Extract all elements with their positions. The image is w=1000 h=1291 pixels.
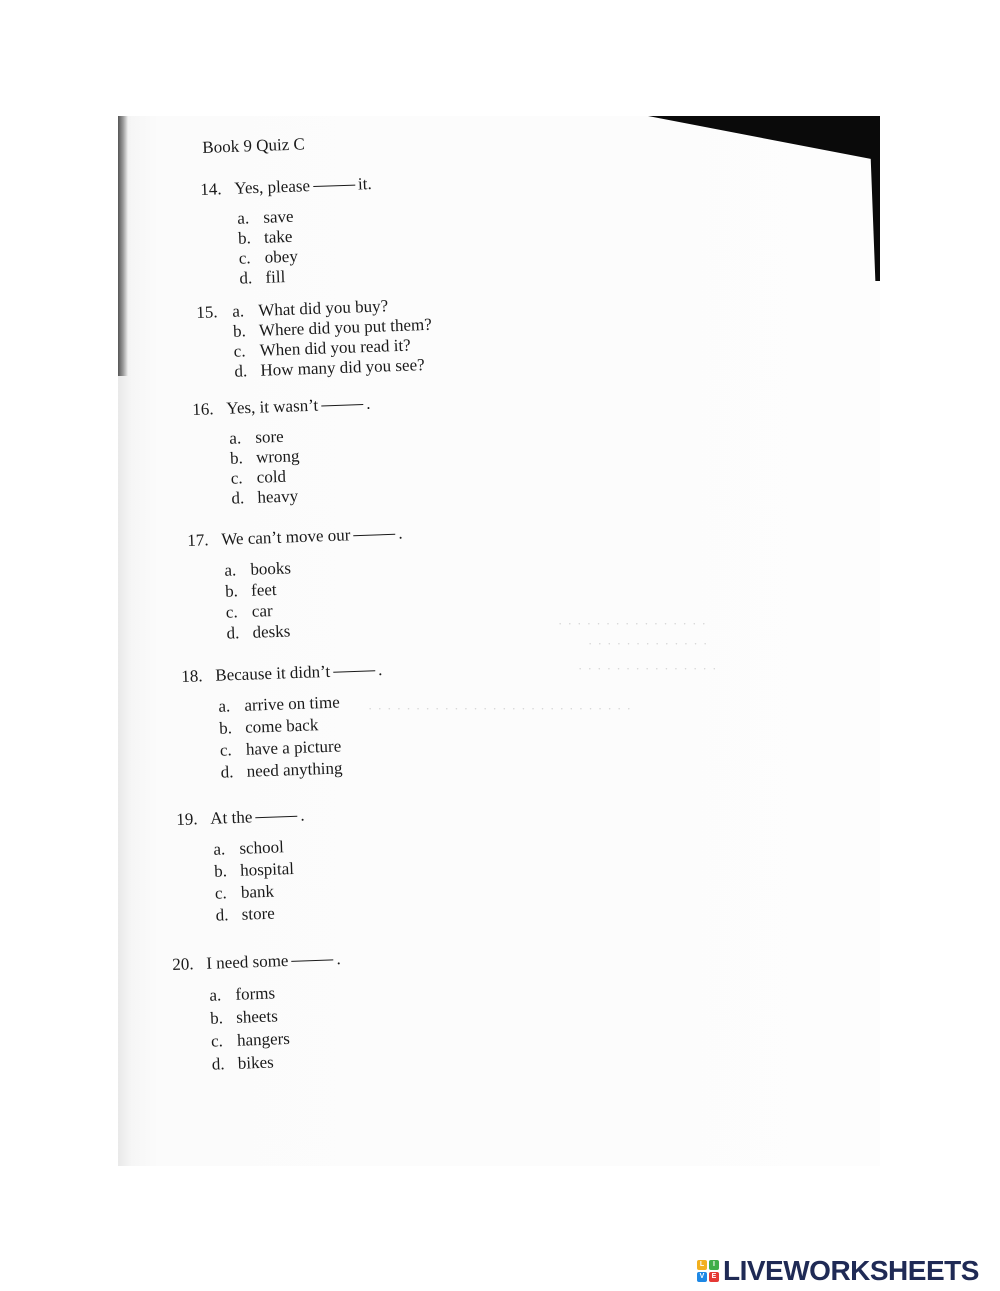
answer-blank[interactable] bbox=[333, 670, 375, 672]
option-text: obey bbox=[264, 246, 299, 267]
option-letter: b. bbox=[209, 1008, 224, 1028]
question-number: 14. bbox=[200, 179, 222, 199]
option-text: wrong bbox=[255, 446, 300, 467]
option-text: bank bbox=[240, 881, 275, 902]
answer-option[interactable] bbox=[215, 901, 308, 926]
question-number: 15. bbox=[196, 302, 218, 322]
question-16 bbox=[192, 394, 374, 510]
answer-option[interactable] bbox=[215, 879, 308, 904]
option-letter: b. bbox=[229, 448, 244, 468]
option-letter: a. bbox=[231, 301, 245, 321]
answer-options bbox=[232, 295, 433, 382]
question-text: At the bbox=[209, 807, 253, 828]
question-text-end: . bbox=[299, 805, 305, 825]
question-19 bbox=[176, 806, 308, 928]
option-letter: d. bbox=[234, 361, 248, 381]
option-text: car bbox=[251, 601, 273, 621]
question-text-end: . bbox=[336, 949, 341, 969]
option-letter: c. bbox=[219, 740, 233, 760]
question-number: 18. bbox=[181, 666, 203, 686]
option-text: arrive on time bbox=[244, 692, 341, 715]
question-text: Because it didn’t bbox=[214, 661, 331, 685]
option-text: books bbox=[250, 558, 292, 579]
question-20 bbox=[172, 949, 345, 1077]
answer-options bbox=[209, 979, 345, 1076]
answer-blank[interactable] bbox=[255, 816, 297, 818]
option-text: When did you read it? bbox=[259, 335, 411, 360]
question-number: 17. bbox=[187, 530, 209, 550]
option-letter: b. bbox=[218, 718, 233, 738]
answer-blank[interactable] bbox=[321, 404, 363, 406]
question-15 bbox=[196, 295, 433, 383]
option-text: desks bbox=[252, 621, 291, 642]
answer-option[interactable] bbox=[213, 836, 306, 861]
option-letter: b. bbox=[237, 228, 252, 248]
option-text: need anything bbox=[246, 758, 343, 781]
option-text: hangers bbox=[236, 1028, 291, 1050]
option-text: feet bbox=[250, 579, 277, 600]
option-letter: b. bbox=[224, 581, 239, 601]
option-text: store bbox=[241, 903, 276, 924]
brand-icon-tile: E bbox=[709, 1272, 719, 1282]
answer-blank[interactable] bbox=[313, 185, 355, 187]
bleed-through-text: · · · · · · · · · · · · · · · · bbox=[558, 616, 708, 631]
answer-option[interactable] bbox=[211, 1048, 344, 1076]
option-text: fill bbox=[265, 267, 286, 287]
option-letter: a. bbox=[237, 208, 250, 228]
option-text: heavy bbox=[257, 486, 299, 507]
answer-blank[interactable] bbox=[353, 534, 395, 536]
option-text: sore bbox=[255, 426, 284, 447]
answer-blank[interactable] bbox=[291, 959, 333, 961]
question-stem bbox=[176, 806, 305, 830]
option-text: school bbox=[239, 837, 285, 858]
brand-logo bbox=[697, 1255, 979, 1287]
option-text: cold bbox=[256, 466, 287, 487]
option-letter: b. bbox=[213, 861, 228, 881]
option-text: forms bbox=[235, 983, 276, 1004]
option-letter: d. bbox=[211, 1054, 225, 1074]
bleed-through-text: · · · · · · · · · · · · · bbox=[588, 636, 709, 651]
option-letter: d. bbox=[239, 268, 253, 288]
option-text: have a picture bbox=[245, 736, 342, 759]
option-letter: c. bbox=[233, 341, 246, 361]
brand-icon-tile: I bbox=[709, 1260, 719, 1270]
option-text: save bbox=[263, 206, 294, 227]
option-text: come back bbox=[244, 715, 319, 737]
document-title: Book 9 Quiz C bbox=[202, 134, 306, 157]
answer-options bbox=[237, 204, 375, 289]
question-number: 19. bbox=[176, 809, 198, 829]
option-letter: c. bbox=[238, 248, 251, 268]
question-number: 16. bbox=[192, 399, 214, 419]
option-letter: c. bbox=[210, 1031, 224, 1051]
answer-option[interactable] bbox=[214, 857, 307, 882]
question-text: I need some bbox=[205, 950, 289, 973]
option-letter: a. bbox=[213, 839, 226, 859]
question-17 bbox=[187, 523, 406, 644]
question-text-end: . bbox=[365, 393, 371, 413]
option-letter: a. bbox=[218, 696, 231, 716]
question-text: We can’t move our bbox=[220, 525, 351, 549]
answer-options bbox=[229, 424, 374, 509]
option-letter: d. bbox=[220, 762, 234, 782]
brand-icon-tile: V bbox=[697, 1272, 707, 1282]
option-letter: b. bbox=[232, 321, 247, 341]
scan-corner-shadow bbox=[648, 116, 880, 281]
option-text: How many did you see? bbox=[260, 355, 425, 380]
answer-options bbox=[213, 836, 308, 927]
question-text-end: . bbox=[377, 659, 383, 680]
option-text: hospital bbox=[239, 858, 295, 880]
option-letter: a. bbox=[229, 428, 242, 448]
bleed-through-text: · · · · · · · · · · · · · · · · · · · · · · · · · · · · bbox=[368, 701, 632, 716]
question-14 bbox=[200, 174, 375, 290]
answer-options bbox=[218, 690, 386, 784]
question-text-end: . bbox=[397, 523, 403, 543]
question-text: Yes, please bbox=[233, 176, 311, 198]
bleed-through-text: · · · · · · · · · · · · · · · bbox=[578, 661, 718, 676]
option-text: What did you buy? bbox=[257, 296, 389, 320]
question-number: 20. bbox=[172, 954, 194, 974]
option-text: sheets bbox=[235, 1006, 279, 1027]
question-18 bbox=[181, 660, 386, 785]
answer-options bbox=[224, 553, 406, 643]
option-text: take bbox=[263, 226, 293, 247]
brand-name: LIVEWORKSHEETS bbox=[723, 1255, 979, 1286]
option-letter: c. bbox=[225, 602, 238, 622]
question-text-end: it. bbox=[357, 174, 372, 194]
brand-icon bbox=[697, 1260, 719, 1282]
option-letter: d. bbox=[226, 623, 240, 643]
option-letter: a. bbox=[224, 560, 237, 580]
option-letter: c. bbox=[230, 468, 243, 488]
question-text: Yes, it wasn’t bbox=[225, 395, 319, 418]
option-letter: d. bbox=[231, 488, 245, 508]
option-letter: c. bbox=[214, 883, 228, 903]
option-letter: a. bbox=[209, 985, 222, 1005]
scan-shadow bbox=[118, 116, 128, 376]
option-letter: d. bbox=[215, 905, 229, 925]
option-text: Where did you put them? bbox=[258, 314, 432, 340]
option-text: bikes bbox=[237, 1052, 275, 1073]
brand-icon-tile: L bbox=[697, 1260, 707, 1270]
